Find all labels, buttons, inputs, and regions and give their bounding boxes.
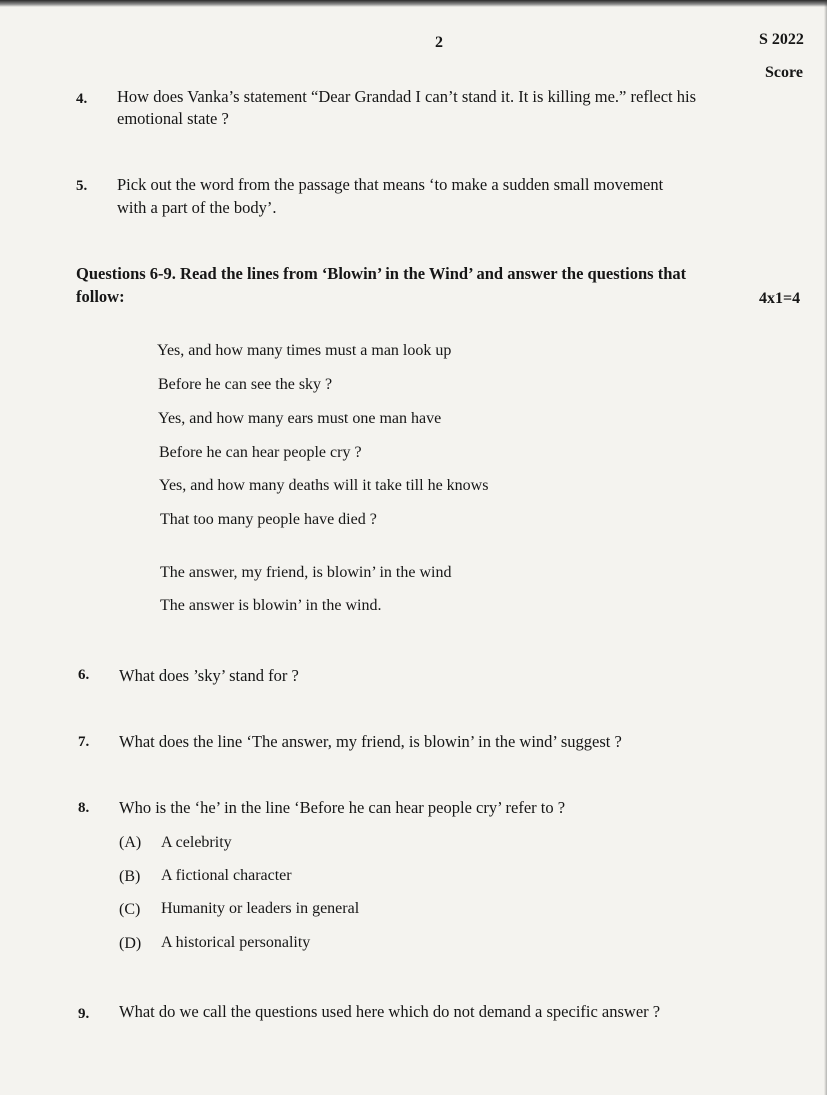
question-text: What does the line ‘The answer, my friend, is blowin’ in the wind’ suggest ? — [119, 732, 622, 751]
page-number: 2 — [435, 34, 443, 51]
question-number: 7. — [78, 734, 90, 750]
question-text: What do we call the questions used here which do not demand a specific answer ? — [119, 1002, 661, 1021]
exam-code: S 2022 — [759, 31, 804, 48]
option-text: Humanity or leaders in general — [161, 900, 360, 917]
question-number: 6. — [78, 667, 90, 683]
option-text: A celebrity — [161, 834, 232, 851]
option-label: (A) — [119, 834, 142, 851]
poem-refrain-line: The answer is blowin’ in the wind. — [160, 597, 382, 614]
question-number: 4. — [76, 91, 88, 107]
poem-line: That too many people have died ? — [160, 511, 377, 528]
poem-line: Yes, and how many deaths will it take till he knows — [159, 477, 489, 494]
scan-top-edge — [0, 0, 827, 7]
section-heading-continued: follow: — [76, 287, 125, 306]
option-text: A historical personality — [161, 934, 311, 951]
question-number: 5. — [76, 178, 88, 194]
poem-line: Yes, and how many times must a man look up — [157, 342, 452, 359]
question-text: What does ’sky’ stand for ? — [119, 666, 299, 685]
poem-line: Yes, and how many ears must one man have — [158, 410, 442, 427]
question-text: Pick out the word from the passage that means ‘to make a sudden small movement — [117, 175, 664, 194]
question-text: Who is the ‘he’ in the line ‘Before he can hear people cry’ refer to ? — [119, 798, 566, 817]
option-label: (C) — [119, 901, 141, 918]
option-text: A fictional character — [161, 867, 292, 884]
poem-line: Before he can hear people cry ? — [159, 444, 362, 461]
question-text-continued: emotional state ? — [117, 109, 229, 128]
score-label: Score — [765, 64, 803, 81]
question-text-continued: with a part of the body’. — [117, 198, 277, 217]
poem-line: Before he can see the sky ? — [158, 376, 333, 393]
question-number: 9. — [78, 1006, 90, 1022]
poem-refrain-line: The answer, my friend, is blowin’ in the wind — [160, 564, 452, 581]
option-label: (B) — [119, 868, 141, 885]
section-heading: Questions 6-9. Read the lines from ‘Blowin’ in the Wind’ and answer the questions that — [76, 264, 687, 283]
question-text: How does Vanka’s statement “Dear Grandad I can’t stand it. It is killing me.” reflect his — [117, 87, 697, 106]
question-number: 8. — [78, 800, 90, 816]
marks-allocation: 4x1=4 — [759, 290, 801, 307]
option-label: (D) — [119, 935, 142, 952]
